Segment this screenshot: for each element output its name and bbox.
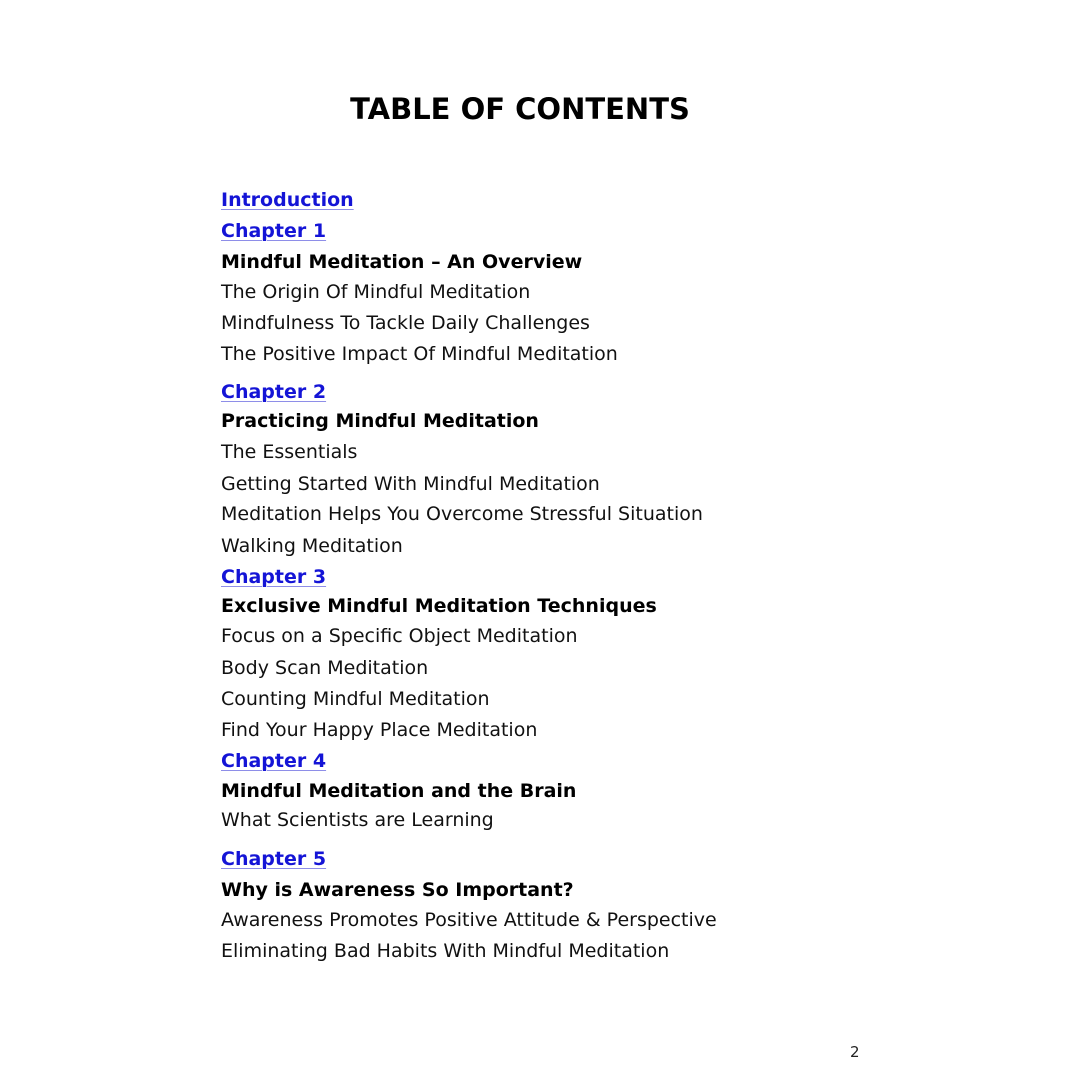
toc-link-chapter-2[interactable]: Chapter 2 bbox=[221, 381, 327, 403]
chapter-5-title: Why is Awareness So Important? bbox=[221, 879, 574, 901]
toc-section: Body Scan Meditation bbox=[221, 657, 429, 679]
toc-section: Focus on a Specific Object Meditation bbox=[221, 625, 578, 647]
toc-section: Eliminating Bad Habits With Mindful Meditation bbox=[221, 940, 670, 962]
chapter-1-title: Mindful Meditation – An Overview bbox=[221, 251, 583, 273]
page-title: TABLE OF CONTENTS bbox=[350, 92, 690, 126]
toc-link-chapter-3[interactable]: Chapter 3 bbox=[221, 566, 327, 588]
toc-section: The Essentials bbox=[221, 441, 358, 463]
toc-section: Walking Meditation bbox=[221, 535, 403, 557]
toc-section: Mindfulness To Tackle Daily Challenges bbox=[221, 312, 590, 334]
toc-link-introduction[interactable]: Introduction bbox=[221, 189, 354, 211]
page-number: 2 bbox=[850, 1043, 860, 1061]
toc-link-chapter-5[interactable]: Chapter 5 bbox=[221, 848, 327, 870]
chapter-4-title: Mindful Meditation and the Brain bbox=[221, 780, 577, 802]
toc-section: Awareness Promotes Positive Attitude & Perspective bbox=[221, 909, 717, 931]
toc-link-chapter-1[interactable]: Chapter 1 bbox=[221, 220, 327, 242]
toc-section: The Positive Impact Of Mindful Meditation bbox=[221, 343, 618, 365]
toc-section: Find Your Happy Place Meditation bbox=[221, 719, 538, 741]
toc-link-chapter-4[interactable]: Chapter 4 bbox=[221, 750, 327, 772]
chapter-3-title: Exclusive Mindful Meditation Techniques bbox=[221, 595, 657, 617]
chapter-2-title: Practicing Mindful Meditation bbox=[221, 410, 539, 432]
toc-section: Counting Mindful Meditation bbox=[221, 688, 490, 710]
toc-section: The Origin Of Mindful Meditation bbox=[221, 281, 531, 303]
toc-section: What Scientists are Learning bbox=[221, 809, 494, 831]
toc-section: Meditation Helps You Overcome Stressful Situation bbox=[221, 503, 703, 525]
toc-section: Getting Started With Mindful Meditation bbox=[221, 473, 600, 495]
